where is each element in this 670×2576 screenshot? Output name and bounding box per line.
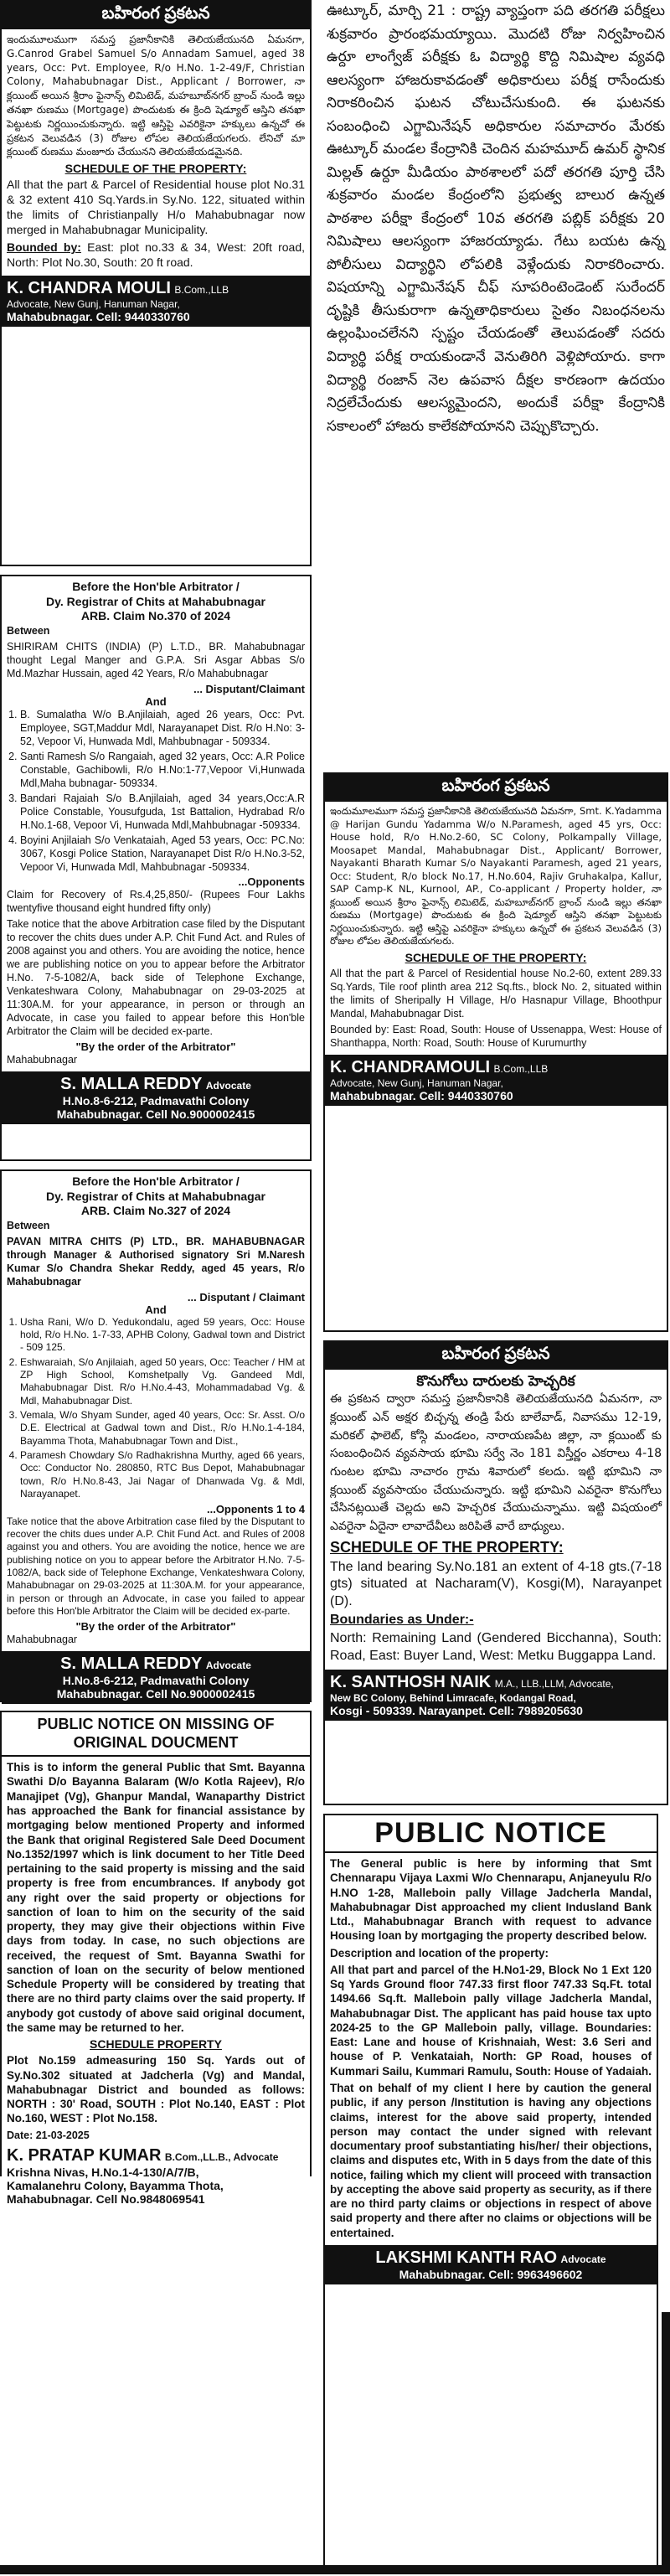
disputant-label: ... Disputant/Claimant (193, 682, 305, 695)
advocate-address: Mahabubnagar. Cell: 9440330760 (330, 1088, 513, 1102)
bounded-text: Bounded by: East: Road, South: House of Ussenappa, West: House of Shanthappa, North: Road, South: House of Kurumurthy (330, 1023, 662, 1049)
schedule-title: SCHEDULE PROPERTY (90, 2037, 222, 2052)
advocate-name: K. CHANDRA MOULI (7, 278, 171, 297)
notice-title: PUBLIC NOTICE (325, 1815, 657, 1853)
advocate-name: S. MALLA REDDY (60, 1074, 203, 1093)
opponent-item: 1. B. Sumalatha W/o B.Anjilaiah, aged 26 years, Occ: Pvt. Employee, SGT,Maddur Mdl, Narayanapet Dist. R/o H.No: 3-52, Vepoor Vi, Hunwada Mdl, Mahbubnagar - 509334. (20, 708, 305, 748)
notice-title-3: ARB. Claim No.370 of 2024 (80, 609, 231, 622)
schedule-text: Plot No.159 admeasuring 150 Sq. Yards out of Sy.No.302 situated at Jadcherla (Vg) and Mandal, Mahabubnagar District and bounded as follows: NORTH : 30' Road, SOUTH : Plot No.140, EAST : Plot No.160, WEST : Plot No.158. (7, 2054, 305, 2125)
notice-header: బహిరంగ ప్రకటన (325, 1342, 667, 1370)
opponent-item: 1. Usha Rani, W/o D. Yedukondalu, aged 59 years, Occ: House hold, R/o H.No. 1-7-33, APHB Colony, Gadwal town and District - 509 125. (20, 1316, 305, 1355)
advocate-footer (325, 1055, 667, 1106)
advocate-address: Mahabubnagar. Cell: 9440330760 (7, 309, 190, 323)
opponent-item: 2. Santi Ramesh S/o Rangaiah, aged 32 years, Occ: A.R Police Constable, Gachibowli, R/o H.No:1-77,Vepoor Vi,Hunwada Mdl,Maha bubnagar- 509334. (20, 750, 305, 790)
opponent-item: 2. Eshwaraiah, S/o Anjilaiah, aged 50 years, Occ: Teacher / HM at ZP High School, Komshetpally Vg. Gandeed Mdl, Mahabubnagar Dist. R/o H.No.4-43, Mohammadabad Vg. & Mdl, Mahabubnagar Dist. (20, 1356, 305, 1407)
advocate-line: H.No.8-6-212, Padmavathi Colony (62, 1093, 250, 1107)
advocate-footer (325, 1670, 667, 1721)
disputant-label: ... Disputant / Claimant (187, 1290, 305, 1303)
advocate-quals: B.Com.,LLB (174, 283, 229, 296)
public-notice-mortgage-2 (323, 772, 668, 1332)
and-label: And (145, 694, 167, 708)
public-notice-housing-loan (323, 1814, 658, 2568)
advocate-line: Krishna Nivas, H.No.1-4-130/A/7/B, (7, 2165, 199, 2179)
news-article (323, 0, 668, 764)
advocate-role: Advocate (205, 1660, 251, 1672)
left-column (0, 0, 312, 2206)
claimant-text: PAVAN MITRA CHITS (P) LTD., BR. MAHABUBNAGAR through Manager & Authorised signatory Sri M.Naresh Kumar S/o Chandra Shekar Reddy, aged 45 years, R/o Mahabubnagar (7, 1235, 305, 1288)
opponents-label: ...Opponents 1 to 4 (206, 1502, 305, 1515)
advocate-address: Kosgi - 509339. Narayanpet. Cell: 7989205630 (330, 1704, 583, 1718)
claim-text: Claim for Recovery of Rs.4,25,850/- (Rupees Four Lakhs twentyfive thousand eight hundred fifty only) (7, 888, 305, 914)
advocate-name: K. CHANDRAMOULI (330, 1057, 491, 1076)
notice-body-2: That on behalf of my client I here by caution the general public, if any person /Institution is having any objections claims, interest for the above said property, intended person may contact the under signed with relevant documentary proof substantiating his/her/ their objections, claims and disputes etc, With in 5 days from the date of this notice, failing which my client will proceed with transaction by accepting the above said property as security, as if there are no third party claims or objections in respect of above said property and there after no claims or objections will be entertained. (330, 2081, 652, 2239)
arbitration-notice-327 (0, 1169, 312, 1702)
description-title: Description and location of the property: (330, 1946, 549, 1959)
advocate-line-2: Kamalanehru Colony, Bayamma Thota, (7, 2178, 224, 2192)
order-text: "By the order of the Arbitrator" (75, 1620, 236, 1634)
and-label: And (145, 1303, 167, 1316)
advocate-line: Advocate, New Gunj, Hanuman Nagar, (7, 297, 180, 310)
advocate-address: Mahabubnagar. Cell No.9848069541 (7, 2191, 205, 2206)
notice-title-1: Before the Hon'ble Arbitrator / (72, 580, 240, 593)
advocate-address: Mahabubnagar. Cell No.9000002415 (56, 1687, 255, 1701)
opponent-item: 3. Bandari Rajaiah S/o B.Anjilaiah, aged 34 years,Occ:A.R Police Constable, Yousufguda, 1st Battalion, Hydrabad R/o H.No.1-68, Vepoor Vi, Hunwada Mdl,Mahbubnagar -509334. (20, 792, 305, 832)
notice-body: ఈ ప్రకటన ద్వారా సమస్త ప్రజానీకానికి తెలియజేయునది ఏమనగా, నా క్లయింట్ ఎన్ అక్షర బిచ్చన్న తండ్రి పేరు బాలేవాడ్, నివాసము 12-19, మరికల్ ఫాలెట్, కోస్గి మండలం, నారాయణపేట జిల్లా, నా క్లయింట్ కు సంబంధించిన వ్యవసాయ భూమి సర్వే నెం 181 విస్తీర్ణం ఎకరాలు 4-18 గుంటల భూమి నాచారం గ్రామ శివారులో కలదు. ఇట్టి భూమిని నా క్లయింట్ వ్యవసాయం చేయుచున్నారు. ఇట్టి భూమిని ఎవరైనా కొనుగోలు చేసినట్లయితే చెల్లదు అని హెచ్చరిక చేయుచున్నాము. ఇట్టి విషయంలో ఎవరైనా ఏదైనా లావాదేవీలు జరిపితే వారే బాధ్యులు. (330, 1392, 662, 1534)
notice-title-3: ARB. Claim No.327 of 2024 (80, 1204, 231, 1217)
notice-body: ఇందుమూలముగా సమస్త ప్రజానీకానికి తెలియజేయునది ఏమనగా, Smt. K.Yadamma @ Harijan Gundu Yadamma W/o N.Paramesh, aged 45 yrs, Occ: House hold, R/o H.No.2-60, SC Colony, Polkampally Village, Moosapet Mandal, Mahabubnagar Dist., Applicant/ Borrower, Nayakanti Bharath Kumar S/o Nayakanti Paramesh, aged 21 years, Occ: Student, R/o block No.17, H.No.604, Rajiv Gruhakalpa, Kallur, SAP Camp-K NL, Kurnool, AP., Co-applicant / Property holder, నా క్లయింట్ అయిన శ్రీరాం ఫైనాన్స్ లిమిటెడ్, మహబూబ్‌నగర్ బ్రాంచ్ నుండి ఇల్లు తనఖా రుణము (Mortgage) పొందుటకు ఈ క్రింది షెడ్యూల్ ఆస్తిని తనఖా పెట్టుటకు నిర్ణయించుకున్నారు. ఇట్టి ఆస్తిపై ఎవరికైనా హక్కులు ఉన్నచో ఈ ప్రకటన వెలువడిన (3) రోజుల లోపల తెలియజేయగలరు. (330, 805, 662, 947)
advocate-role: Advocate (560, 2253, 606, 2265)
advocate-quals: B.Com.,LLB (493, 1062, 549, 1075)
adjacent-column-edge (662, 2312, 670, 2574)
advocate-footer (325, 2245, 657, 2284)
advocate-address: Mahabubnagar. Cell: 9963496602 (399, 2267, 583, 2281)
notice-subheader: కొనుగోలు దారులకు హెచ్చరిక (416, 1373, 575, 1390)
notice-body: ఇందుమూలముగా సమస్త ప్రజానీకానికి తెలియజేయునది ఏమనగా, G.Canrod Grabel Samuel S/o Annadam Samuel, aged 38 years, Occ: Pvt. Employee, R/o H.No. 1-2-49/F, Christian Colony, Mahabubnagar Dist., Applicant / Borrower, నా క్లయింట్ అయిన శ్రీరాం ఫైనాన్స్ లిమిటెడ్, మహబూబ్‌నగర్ బ్రాంచ్ నుండి ఇల్లు తనఖా రుణము (Mortgage) పొందుటకు ఈ క్రింది షెడ్యూల్ ఆస్తిని తనఖా పెట్టుటకు నిర్ణయించుకున్నారు. ఇట్టి ఆస్తిపై ఎవరికైనా హక్కులు ఉన్నచో ఈ ప్రకటన వెలువడిన (3) రోజుల లోపల తెలియజేయగలరు. లేనిచో మా క్లయింట్ రుణము మంజూరు చేయునని తెలియజేయడమైనది. (7, 34, 305, 158)
advocate-line: Advocate, New Gunj, Hanuman Nagar, (330, 1076, 503, 1089)
notice-title-2: Dy. Registrar of Chits at Mahabubnagar (46, 594, 265, 608)
advocate-quals: B.Com.,LL.B., Advocate (164, 2150, 279, 2163)
schedule-text: All that the part & Parcel of Residential house No.2-60, extent 289.33 Sq.Yards, Tile roof plinth area 212 Sq.fts., block No. 2, situated within the limits of Sheripally H Village, H/o Hasnapur Village, Bhoothpur Mandal, Mahabubnagar Dist. (330, 967, 662, 1020)
between-label: Between (7, 1219, 50, 1231)
opponents-label: ...Opponents (238, 875, 305, 888)
page-bottom-rule (0, 2565, 670, 2574)
opponent-item: 4. Boyini Anjilaiah S/o Venkataiah, Aged 53 years, Occ: PC.No: 3067, Kosgi Police Station, Narayanapet Dist R/o H.No.3-52, Vepoor Vi, Hunwada Mdl, Mahbubnagar -509334. (20, 834, 305, 874)
notice-title-2: Dy. Registrar of Chits at Mahabubnagar (46, 1189, 265, 1203)
notice-header: బహిరంగ ప్రకటన (325, 774, 667, 802)
opponent-item: 4. Paramesh Chowdary S/o Radhakrishna Murthy, aged 66 years, Occ: Conductor No. 280850, RTC Bus Depot, Mahabubnagar town, R/o H.No.8-43, Jai Nagar of Dhanwada Vg. & Mdl, Narayanapet. (20, 1449, 305, 1500)
advocate-role: Advocate (205, 1079, 251, 1092)
between-label: Between (7, 624, 50, 637)
advocate-line: H.No.8-6-212, Padmavathi Colony (62, 1674, 250, 1688)
advocate-footer (2, 1071, 310, 1124)
schedule-text: The land bearing Sy.No.181 an extent of 4-18 gts.(7-18 gts) situated at Nacharam(V), Kosgi(M), Narayanpet (D). (330, 1559, 662, 1608)
advocate-name: K. PRATAP KUMAR (7, 2145, 162, 2165)
advocate-line: New BC Colony, Behind Limracafe, Kodangal Road, (330, 1692, 576, 1705)
advocate-quals: M.A., LLB.,LLM, Advocate, (494, 1678, 614, 1691)
description-text: All that part and parcel of the H.No1-29, Block No 1 Ext 120 Sq Yards Ground floor 747.33 first floor 747.33 Sq.Ft. total 1494.66 Sq.ft. Malleboin pally village Jadcherla Mandal, Mahabubnagar Dist. The applicant has paid house tax upto 2024-25 to the GP Malleboin pally, village. Boundaries: East: Lane and house of Krishnaiah, West: 3.6 Seri and house of P. Venkataiah, North: GP Road, houses of Kummari Sailu, Kummari Ramulu, South: House of Yadaiah. (330, 1963, 652, 2078)
notice-body: This is to inform the general Public that Smt. Bayanna Swathi D/o Bayanna Balaram (W/o Kotla Rajeev), R/o Manajipet (Vg), Ghanpur Mandal, Wanaparthy District has approached the Bank for financial assistance by mortgaging below mentioned Property and informed the Bank that original Registered Sale Deed Document No.1352/1997 which is link document to her Title Deed pertaining to the said property is missing and the said property is free from encumbrances. If anybody got any right over the said property or objections for sanction of loan to him on the security of the said property, they may give their objections within Five days from today. In case, no such objections are received, the request of Smt. Bayanna Swathi for sanction of loan on the security of below mentioned Schedule Property will be considered by treating that there are no third party claims over the said property. If anybody got custody of above said original document, the same may be returned to her. (7, 1761, 305, 2034)
opponents-list (7, 1316, 305, 1501)
advocate-footer (2, 2145, 310, 2209)
claimant-text: SHIRIRAM CHITS (INDIA) (P) L.T.D., BR. Mahabubnagar thought Legal Manger and G.P.A. Sri Asgar Abbas S/o Md.Mazhar Hussain, aged 42 Years, R/o Mahabubnagar (7, 640, 305, 679)
advocate-name: K. SANTHOSH NAIK (330, 1673, 492, 1692)
advocate-footer (2, 276, 310, 327)
missing-document-notice (0, 1711, 312, 2206)
order-text: "By the order of the Arbitrator" (75, 1040, 236, 1053)
notice-body: The General public is here by informing that Smt Chennarapu Vijaya Laxmi W/o Chennarapu, Anjaneyulu R/o H.NO 1-28, Malleboin pally Village Jadcherla Mandal, Mahabubnagar Dist approached my client Indusland Bank Ltd., Mahabubnagar Branch with request to advance Housing loan by mortgaging the property described below. (330, 1857, 652, 1943)
advocate-name: S. MALLA REDDY (60, 1655, 203, 1674)
bounded-by (7, 240, 305, 271)
bounded-label: Bounded by: (7, 240, 81, 254)
advocate-footer (2, 1651, 310, 1704)
notice-body: Take notice that the above Arbitration case filed by the Disputant to recover the chits dues under A.P. Chit Fund Act. and Rules of 2008 against you and others. You are avoiding the notice, hence we are publishing notice on you to appear before the Arbitrator H.No. 7-5-1082/A, back side of Telephone Exchange, Venkateshwara Colony, Mahabubnagar on 29-03-2025 at 11:30A.M. for your appearance, in person or through an Advocate, in case you failed to appear before this Hon'ble Arbitrator the Claim will be decided ex-parte. (7, 1515, 305, 1618)
advocate-name: LAKSHMI KANTH RAO (375, 2248, 558, 2267)
opponents-list (7, 708, 305, 874)
notice-date: Date: 21-03-2025 (7, 2129, 90, 2141)
arbitration-notice-370 (0, 575, 312, 1161)
boundaries-text: North: Remaining Land (Gendered Bicchanna), South: Road, East: Buyer Land, West: Metku Buggappa Land. (330, 1631, 662, 1663)
warning-to-buyers-notice (323, 1340, 668, 1805)
opponent-item: 3. Vemala, W/o Shyam Sunder, aged 40 years, Occ: Sr. Asst. O/o D.E. Electrical at Gadwal town and Dist., R/o H.No.1-4-184, Bayamma Thota, Mahabubnagar Town and Dist., (20, 1409, 305, 1448)
place-text: Mahabubnagar (7, 1634, 78, 1646)
notice-body: Take notice that the above Arbitration case filed by the Disputant to recover the chits dues under A.P. Chit Fund Act. and Rules of 2008 against you and others. You are avoiding the notice, hence we are publishing notice on you to appear before the Arbitrator H.No. 7-5-1082/A, back side of Telephone Exchange, Venkateshwara Colony, Mahabubnagar on 29-03-2025 at 11:30A.M. for your appearance, in person or through an Advocate, in case you failed to appear before this Hon'ble Arbitrator the Claim will be decided ex-parte. (7, 917, 305, 1037)
news-body: ఊట్కూర్, మార్చి 21 : రాష్ట్ర వ్యాప్తంగా పది తరగతి పరీక్షలు శుక్రవారం ప్రారంభమయ్యాయి. మొదటి రోజు నిర్వహించిన ఉర్దూ లాంగ్వేజ్ పరీక్షకు ఓ విద్యార్థి కొద్ది నిమిషాల వ్యవధి ఆలస్యంగా హాజరుకావడంతో అధికారులు పరీక్ష రాసేందుకు నిరాకరించిన ఘటన చోటుచేసుకుంది. ఈ ఘటనకు సంబంధించి ఎగ్జామినేషన్ అధికారుల సమాచారం మేరకు ఊట్కూర్ మండల కేంద్రానికి చెందిన మహమూద్ ఉమర్ స్థానిక మిల్లత్ ఉర్దూ మీడియం పాఠశాలలో పదో తరగతి పూర్తి చేసి శుక్రవారం మండల కేంద్రంలోని ప్రభుత్వ బాలుర ఉన్నత పాఠశాల పరీక్షా కేంద్రంలో 10వ తరగతి పబ్లిక్ పరీక్షకు 20 నిమిషాలు ఆలస్యంగా హాజరయ్యాడు. గేటు బయట ఉన్న పోలీసులు విద్యార్థిని లోపలికి వెళ్లేందుకు నిరాకరించారు. విషయాన్ని ఎగ్జామినేషన్ చీఫ్ సూపరింటెండెంట్ సురేందర్ దృష్టికి తీసుకురాగా ఉన్నతాధికారులు సైతం నిబంధనలను ఉల్లంఘించలేనని స్పష్టం చేయడంతో తెలుపడంతో సదరు విద్యార్థి పరీక్ష రాయకుండానే వెనుతిరిగి వెళ్లిపోయారు. కాగా విద్యార్థి రంజాన్ నెల ఉపవాస దీక్షల కారణంగా ఉదయం నిద్రలేచేందుకు ఆలస్యమైందని, అందుకే పరీక్షా కేంద్రానికి సకాలంలో హాజరు కాలేకపోయానని చెప్పుకొచ్చారు. (327, 3, 665, 435)
schedule-text: All that the part & Parcel of Residential house plot No.31 & 32 extent 410 Sq.Yards.in Sy.No. 122, situated within the limits of Christianpally H/o Mahabubnagar now merged in Mahabubnagar Municipality. (7, 178, 305, 236)
bounded-text: East: plot no.33 & 34, West: 20ft road, North: Plot No.30, South: 20 ft road. (7, 240, 305, 269)
right-column (323, 0, 668, 2576)
place-text: Mahabubnagar (7, 1053, 78, 1066)
notice-title-1: Before the Hon'ble Arbitrator / (72, 1174, 240, 1188)
advocate-address: Mahabubnagar. Cell No.9000002415 (56, 1107, 255, 1121)
notice-header: బహిరంగ ప్రకటన (2, 2, 310, 29)
schedule-title: SCHEDULE OF THE PROPERTY: (405, 950, 587, 964)
boundaries-title: Boundaries as Under:- (330, 1613, 474, 1628)
public-notice-mortgage-1 (0, 0, 312, 566)
schedule-title: SCHEDULE OF THE PROPERTY: (64, 162, 247, 176)
schedule-title: SCHEDULE OF THE PROPERTY: (330, 1538, 564, 1556)
notice-title: PUBLIC NOTICE ON MISSING OF ORIGINAL DOUCMENT (2, 1712, 310, 1757)
